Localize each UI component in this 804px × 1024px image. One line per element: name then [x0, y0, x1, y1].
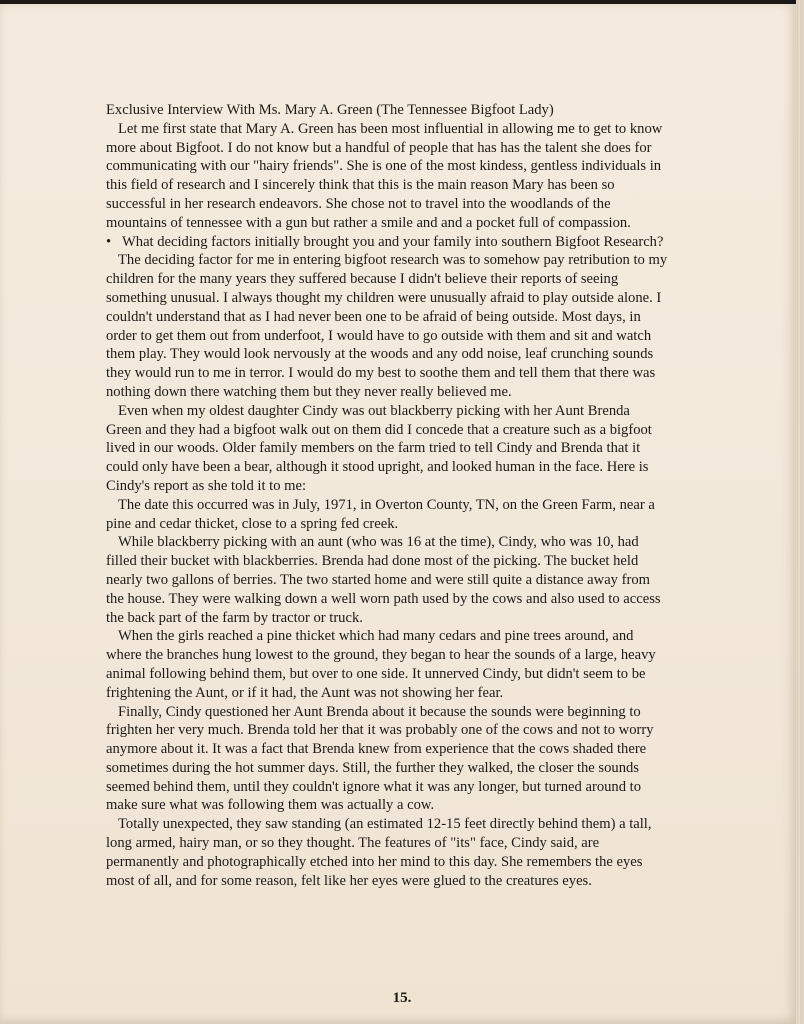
bullet-icon: •	[106, 233, 112, 250]
interview-question	[106, 233, 668, 252]
answer-paragraph: Totally unexpected, they saw standing (an estimated 12-15 feet directly behind them) a tall, long armed, hairy man, or so they thought. The features of "its" face, Cindy said, are permanently and photographically etched into her mind to this day. She remembers the eyes most of all, and for some reason, felt like her eyes were glued to the creatures eyes.	[106, 816, 652, 889]
answer-paragraph: The deciding factor for me in entering bigfoot research was to somehow pay retribution to my children for the many years they suffered because I didn't believe their reports of seeing something unusual. I always thought my children were unusually afraid to play outside alone. I couldn't understand that as I had never been one to be afraid of being outside. Most days, in order to get them out from underfoot, I would have to go outside with them and sit and watch them play. They would look nervously at the woods and any odd noise, leaf crunching sounds they would run to me in terror. I would do my best to soothe them and tell them that there was nothing down there watching them but they never really believed me.	[106, 252, 668, 400]
answer-paragraph: When the girls reached a pine thicket which had many cedars and pine trees around, and where the branches hung lowest to the ground, they began to hear the sounds of a large, heavy animal following behind them, but over to one side. It unnerved Cindy, but didn't seem to be frightening the Aunt, or if it had, the Aunt was not showing her fear.	[106, 628, 656, 701]
intro-paragraph: Let me first state that Mary A. Green has been most influential in allowing me to get to know more about Bigfoot. I do not know but a handful of people that has has the talent she does for communicating with our "hairy friends". She is one of the most kindess, gentless individuals in this field of research and I sincerely think that this is the main reason Mary has been so successful in her research endeavors. She chose not to travel into the woodlands of the mountains of tennessee with a gun but rather a smile and and a pocket full of compassion.	[106, 120, 663, 231]
document-title: Exclusive Interview With Ms. Mary A. Green (The Tennessee Bigfoot Lady)	[106, 102, 554, 118]
question-text: What deciding factors initially brought you and your family into southern Bigfoot Research?	[122, 233, 664, 250]
stacked-page-edge	[796, 0, 804, 1024]
answer-paragraph: Even when my oldest daughter Cindy was out blackberry picking with her Aunt Brenda Green and they had a bigfoot walk out on them did I concede that a creature such as a bigfoot lived in our woods. Older family members on the farm tried to tell Cindy and Brenda that it could only have been a bear, although it stood upright, and looked human in the face. Here is Cindy's report as she told it to me:	[106, 402, 652, 494]
document-page	[0, 4, 796, 1024]
answer-paragraph: The date this occurred was in July, 1971, in Overton County, TN, on the Green Farm, near a pine and cedar thicket, close to a spring fed creek.	[106, 496, 655, 532]
document-body	[106, 101, 668, 890]
answer-paragraph: While blackberry picking with an aunt (who was 16 at the time), Cindy, who was 10, had filled their bucket with blackberries. Brenda had done most of the picking. The bucket held nearly two gallons of berries. The two started home and were still quite a distance away from the house. They were walking down a well worn path used by the cows and also used to access the back part of the farm by tractor or truck.	[106, 534, 661, 626]
page-number: 15.	[392, 990, 412, 1006]
answer-paragraph: Finally, Cindy questioned her Aunt Brenda about it because the sounds were beginning to frighten her very much. Brenda told her that it was probably one of the cows and not to worry anymore about it. It was a fact that Brenda knew from experience that the cows shaded there sometimes during the hot summer days. Still, the further they walked, the closer the sounds seemed behind them, until they couldn't ignore what it was any longer, but turned around to make sure what was following them was actually a cow.	[106, 703, 654, 814]
